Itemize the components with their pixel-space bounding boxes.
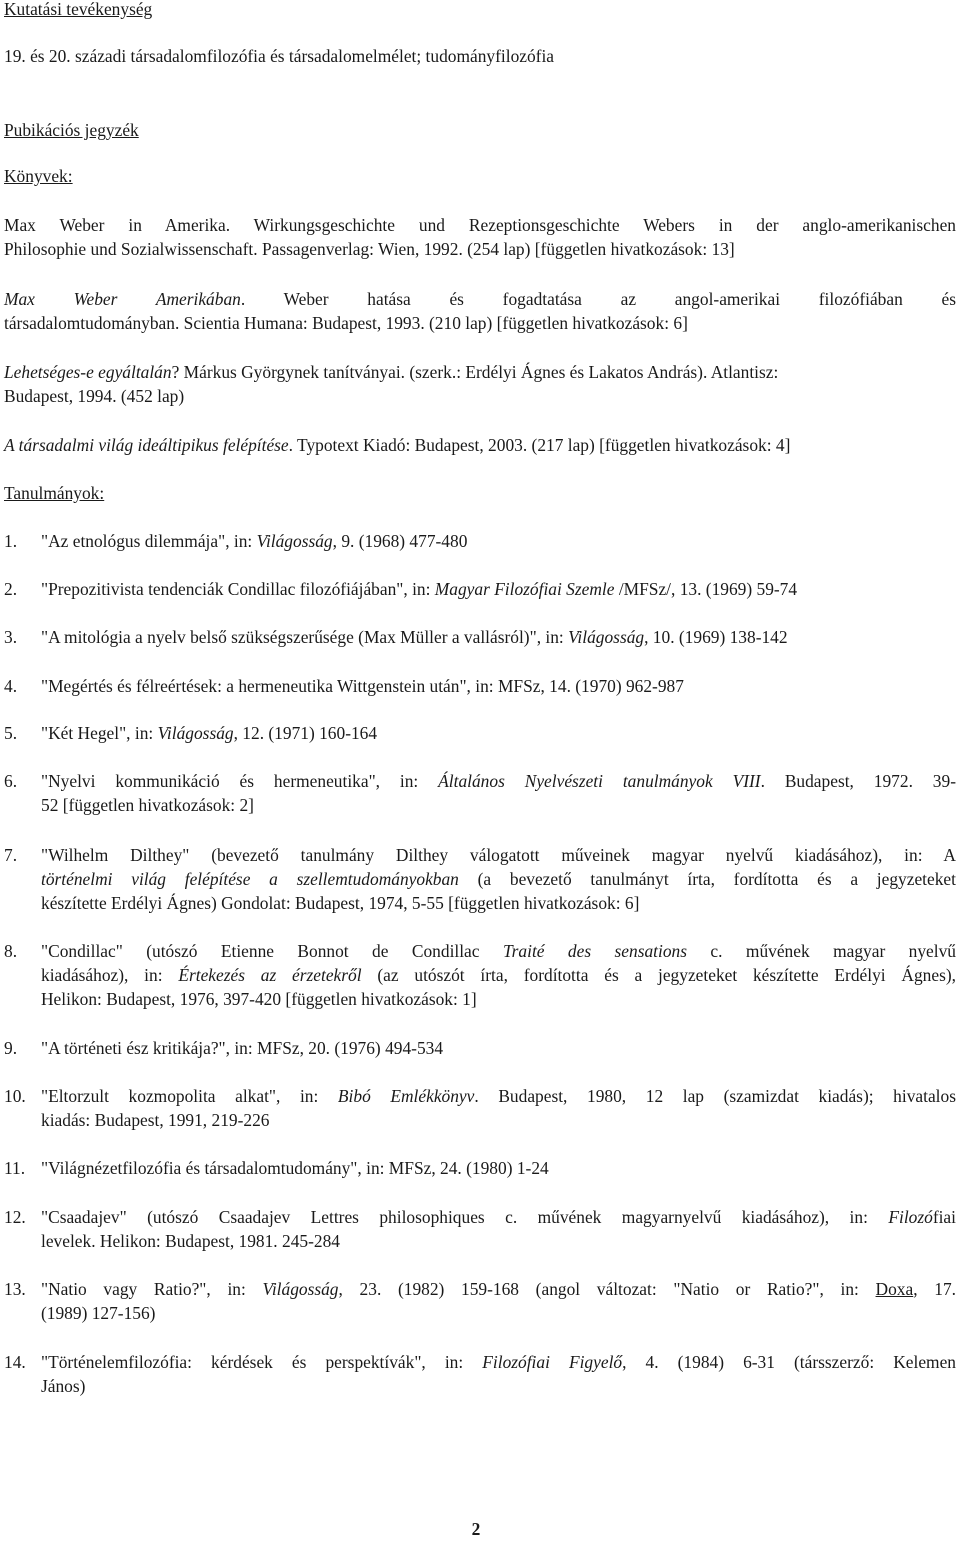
study-citation: , 23. (1982) 159-168 (angol változat: "Natio or Ratio?", in: bbox=[338, 1279, 876, 1299]
study-citation: . Budapest, 1980, 12 lap (szamizdat kiadás); hivatalos bbox=[474, 1086, 956, 1106]
study-number: 8. bbox=[4, 941, 18, 961]
study-text: "Condillac" (utószó Etienne Bonnot de Condillac bbox=[41, 941, 503, 961]
study-number: 14. bbox=[4, 1352, 26, 1372]
book-title: történelmi világ felépítése a szellemtudományokban bbox=[41, 869, 459, 889]
book-3-line-2: Budapest, 1994. (452 lap) bbox=[4, 386, 185, 406]
study-citation: , 4. (1984) 6-31 (társszerző: Kelemen bbox=[622, 1352, 956, 1372]
study-number: 1. bbox=[4, 531, 18, 551]
study-text: "Nyelvi kommunikáció és hermeneutika", in: bbox=[41, 771, 439, 791]
journal-title: Általános Nyelvészeti tanulmányok VIII bbox=[438, 771, 761, 791]
study-citation: levelek. Helikon: Budapest, 1981. 245-284 bbox=[41, 1231, 340, 1251]
work-title: Traité des sensations bbox=[502, 941, 687, 961]
study-text-cont: c. művének magyar nyelvű bbox=[687, 941, 956, 961]
study-text-cont: (az utószót írta, fordította és a jegyzeteket készítette Erdélyi Ágnes), bbox=[361, 965, 956, 985]
book-details: . Weber hatása és fogadtatása az angol-amerikai filozófiában és bbox=[240, 289, 956, 309]
book-title: Lehetséges-e egyáltalán bbox=[4, 362, 172, 382]
study-number: 9. bbox=[4, 1038, 18, 1058]
study-text: "Prepozitivista tendenciák Condillac filozófiájában", in: bbox=[41, 579, 435, 599]
study-citation: , 17. bbox=[913, 1279, 956, 1299]
research-field: 19. és 20. századi társadalomfilozófia és társadalomelmélet; tudományfilozófia bbox=[4, 46, 555, 66]
journal-title-doxa: Doxa bbox=[875, 1279, 914, 1299]
book-title: Max Weber Amerikában bbox=[4, 289, 241, 309]
book-title: Bibó Emlékkönyv bbox=[337, 1086, 475, 1106]
studies-heading: Tanulmányok: bbox=[4, 483, 105, 503]
study-number: 10. bbox=[4, 1086, 26, 1106]
book-1-line-1: Max Weber in Amerika. Wirkungsgeschichte und Rezeptionsgeschichte Webers in der anglo-amerikanischen bbox=[4, 215, 956, 235]
study-citation: , 12. (1971) 160-164 bbox=[233, 723, 378, 743]
study-citation-cont: kiadás: Budapest, 1991, 219-226 bbox=[41, 1110, 270, 1130]
books-heading: Könyvek: bbox=[4, 166, 73, 186]
book-title-cont: fiai bbox=[932, 1207, 956, 1227]
study-text: "Világnézetfilozófia és társadalomtudomány", in: MFSz, 24. (1980) 1-24 bbox=[41, 1158, 549, 1178]
study-number: 12. bbox=[4, 1207, 26, 1227]
study-citation: . Budapest, 1972. 39- bbox=[760, 771, 956, 791]
study-text: "A mitológia a nyelv belső szükségszerűsége (Max Müller a vallásról)", in: bbox=[41, 627, 569, 647]
publications-heading: Pubikációs jegyzék bbox=[4, 120, 139, 140]
study-number: 11. bbox=[4, 1158, 26, 1178]
journal-title: Világosság bbox=[262, 1279, 339, 1299]
journal-title: Magyar Filozófiai Szemle bbox=[434, 579, 615, 599]
study-text: "Történelemfilozófia: kérdések és perspektívák", in: bbox=[41, 1352, 483, 1372]
book-details: . Typotext Kiadó: Budapest, 2003. (217 lap) [független hivatkozások: 4] bbox=[288, 435, 791, 455]
study-number: 2. bbox=[4, 579, 18, 599]
study-citation: /MFSz/, 13. (1969) 59-74 bbox=[614, 579, 798, 599]
book-2-line-1 bbox=[4, 287, 956, 311]
research-heading: Kutatási tevékenység bbox=[4, 0, 153, 19]
journal-title: Filozófiai Figyelő bbox=[482, 1352, 623, 1372]
study-text: "A történeti ész kritikája?", in: MFSz, 20. (1976) 494-534 bbox=[41, 1038, 444, 1058]
study-text: "Wilhelm Dilthey" (bevezető tanulmány Dilthey válogatott műveinek magyar nyelvű kiadásához), in: A bbox=[41, 845, 956, 865]
study-citation-cont: (1989) 127-156) bbox=[41, 1303, 156, 1323]
book-title: A társadalmi világ ideáltipikus felépítése bbox=[4, 435, 289, 455]
study-number: 6. bbox=[4, 771, 18, 791]
study-citation-cont: 52 [független hivatkozások: 2] bbox=[41, 795, 254, 815]
study-citation: készítette Erdélyi Ágnes) Gondolat: Budapest, 1974, 5-55 [független hivatkozások: 6] bbox=[41, 893, 640, 913]
study-number: 3. bbox=[4, 627, 18, 647]
book-4-line-1 bbox=[4, 433, 790, 457]
study-text: "Eltorzult kozmopolita alkat", in: bbox=[41, 1086, 338, 1106]
journal-title: Világosság bbox=[157, 723, 234, 743]
study-number: 5. bbox=[4, 723, 18, 743]
page-number: 2 bbox=[471, 1519, 481, 1539]
book-details: ? Márkus Györgynek tanítványai. (szerk.: Erdélyi Ágnes és Lakatos András). Atlantisz: bbox=[171, 362, 779, 382]
book-title: Filozó bbox=[888, 1207, 933, 1227]
study-number: 7. bbox=[4, 845, 18, 865]
study-citation: , 9. (1968) 477-480 bbox=[332, 531, 468, 551]
study-citation-cont: János) bbox=[41, 1376, 86, 1396]
study-number: 13. bbox=[4, 1279, 26, 1299]
study-text: "Megértés és félreértések: a hermeneutika Wittgenstein után", in: MFSz, 14. (1970) 962-987 bbox=[41, 676, 684, 696]
study-text: "Csaadajev" (utószó Csaadajev Lettres philosophiques c. művének magyarnyelvű kiadásához), in: bbox=[41, 1207, 889, 1227]
study-text-cont: kiadásához), in: bbox=[41, 965, 179, 985]
study-text-cont: (a bevezető tanulmányt írta, fordította és a jegyzeteket bbox=[458, 869, 956, 889]
study-text: "Két Hegel", in: bbox=[41, 723, 158, 743]
study-number: 4. bbox=[4, 676, 18, 696]
book-title: Értekezés az érzetekről bbox=[178, 965, 362, 985]
study-citation: , 10. (1969) 138-142 bbox=[644, 627, 788, 647]
book-1-line-2: Philosophie und Sozialwissenschaft. Passagenverlag: Wien, 1992. (254 lap) [független hivatkozások: 13] bbox=[4, 239, 735, 259]
study-text: "Natio vagy Ratio?", in: bbox=[41, 1279, 263, 1299]
book-2-line-2: társadalomtudományban. Scientia Humana: Budapest, 1993. (210 lap) [független hivatkozások: 6] bbox=[4, 313, 688, 333]
journal-title: Világosság bbox=[568, 627, 645, 647]
study-text: "Az etnológus dilemmája", in: bbox=[41, 531, 257, 551]
book-3-line-1 bbox=[4, 360, 778, 384]
journal-title: Világosság bbox=[256, 531, 333, 551]
study-citation: Helikon: Budapest, 1976, 397-420 [független hivatkozások: 1] bbox=[41, 989, 477, 1009]
